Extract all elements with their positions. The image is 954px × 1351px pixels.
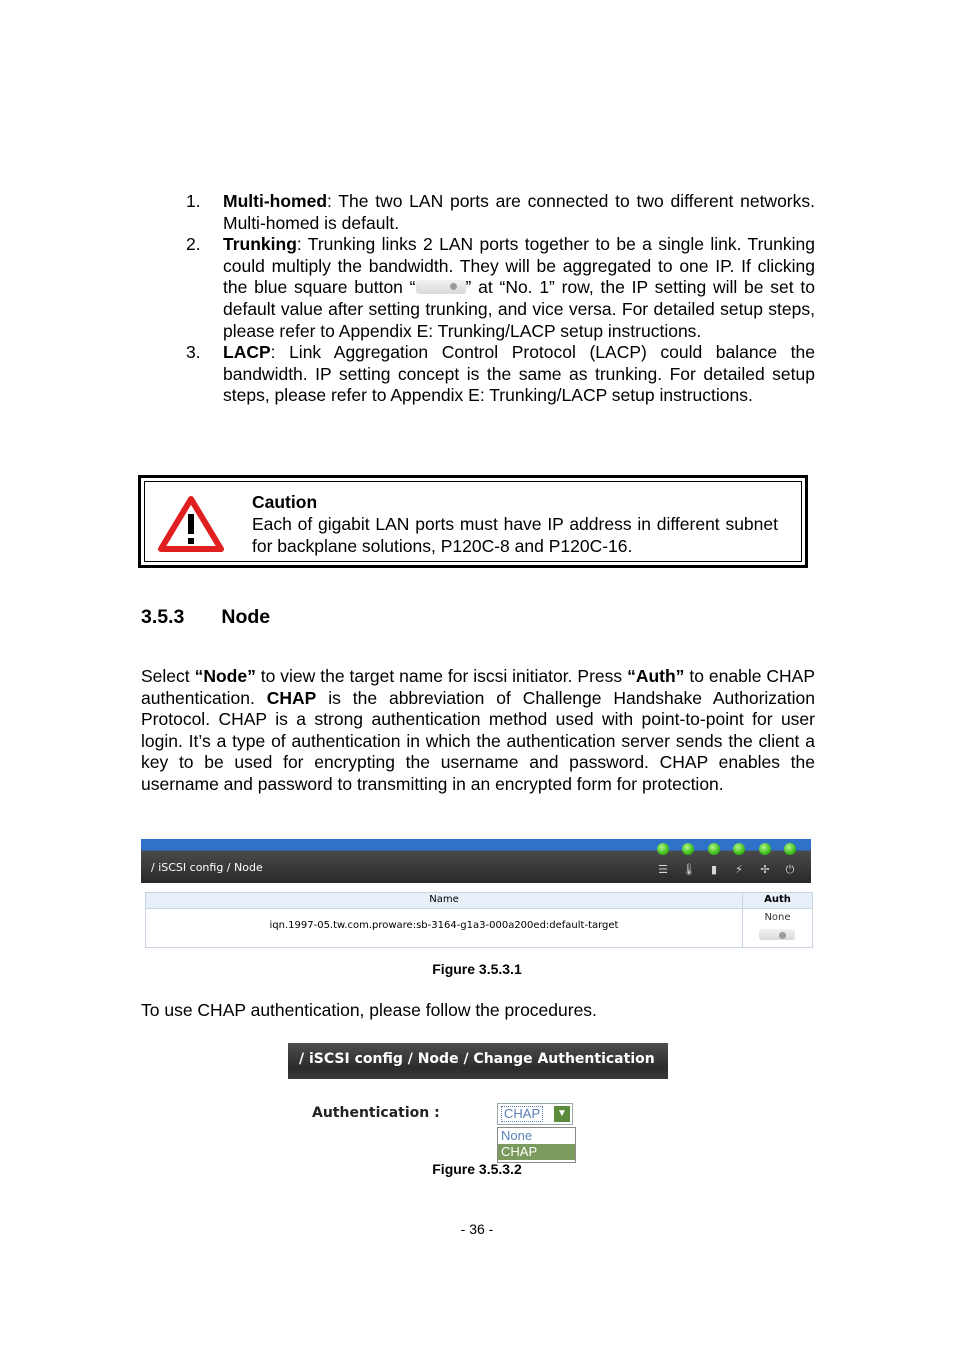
status-led-icon (733, 843, 745, 855)
item-term: Multi-homed (223, 191, 328, 211)
page-number: - 36 - (460, 1221, 494, 1237)
item-number: 3. (186, 342, 201, 363)
battery-icon[interactable]: ▮ (710, 863, 718, 876)
item-term: LACP (223, 342, 271, 363)
db-icon[interactable]: ☰ (658, 863, 668, 876)
figure2-caption: Figure 3.5.3.2 (432, 1161, 522, 1177)
option-chap[interactable]: CHAP (498, 1144, 575, 1160)
mode-list (141, 191, 815, 407)
section-title: Node (221, 606, 271, 628)
table-header (146, 893, 812, 909)
default-ip-button-icon (416, 280, 466, 294)
breadcrumb: / iSCSI config / Node / Change Authentication (299, 1051, 655, 1067)
status-led-icon (784, 843, 796, 855)
status-led-icon (682, 843, 694, 855)
list-item (141, 191, 815, 234)
option-none[interactable]: None (501, 1128, 533, 1143)
section-number: 3.5.3 (141, 606, 185, 628)
item-text: ” at “No. 1” row, the IP setting will be set to default value after setting trunking, and vice versa. For detailed setup steps, please refer to Appendix E: Trunking/LACP setup instructions. (223, 277, 815, 341)
thermometer-icon[interactable]: 🌡 (682, 863, 696, 876)
dropdown-options (497, 1127, 576, 1163)
target-name-cell: iqn.1997-05.tw.com.proware:sb-3164-g1a3-000a200ed:default-target (269, 920, 619, 931)
status-led-icon (759, 843, 771, 855)
caution-title: Caution (252, 492, 318, 512)
item-term: Trunking (223, 234, 297, 255)
chevron-down-icon[interactable]: ▼ (554, 1106, 570, 1122)
authentication-select[interactable] (497, 1103, 573, 1125)
breadcrumb: / iSCSI config / Node (151, 861, 263, 874)
item-number: 2. (186, 234, 201, 255)
figure2-header-bar (288, 1043, 668, 1079)
item-text: : Trunking links 2 LAN ports together to be a single link. Trunking could multiply the bandwidth. They will be aggregated to one IP. If clicking the blue square button “ (223, 234, 815, 298)
warning-triangle-icon (158, 496, 224, 552)
intro-paragraph: Select “Node” to view the target name for iscsi initiator. Press “Auth” to enable CHAP authentication. CHAP is the abbreviation of Challenge Handshake Authorization Protocol. CHAP is a strong authentication method used with point-to-point for user login. It’s a type of authentication in which the authentication server sends the client a key to be used for encrypting the username and password. CHAP enables the username and password to transmitting in an encrypted form for protection. (141, 666, 815, 794)
caution-box (138, 475, 808, 568)
auth-button[interactable] (759, 929, 795, 940)
status-led-icon (708, 843, 720, 855)
item-text: : Link Aggregation Control Protocol (LACP) could balance the bandwidth. IP setting concept is the same as trunking. For detailed setup steps, please refer to Appendix E: Trunking/LACP setup instructions. (223, 342, 815, 406)
list-item (141, 342, 815, 407)
column-name-header: Name (429, 894, 459, 905)
figure1-caption: Figure 3.5.3.1 (432, 961, 522, 977)
column-auth-header[interactable]: Auth (764, 894, 791, 905)
voltage-icon[interactable]: ⚡ (735, 863, 743, 876)
list-item (141, 234, 815, 342)
ups-icon[interactable]: ⏻ (785, 863, 795, 876)
figure1-header-bar (141, 839, 811, 883)
selected-value: CHAP (501, 1106, 543, 1122)
node-table (145, 892, 813, 948)
fan-icon[interactable]: ✢ (760, 863, 770, 876)
item-number: 1. (186, 191, 201, 211)
auth-value: None (764, 912, 791, 923)
procedure-text: To use CHAP authentication, please follow the procedures. (141, 1000, 597, 1020)
section-heading (141, 606, 270, 629)
authentication-label: Authentication : (312, 1105, 440, 1121)
caution-text: Each of gigabit LAN ports must have IP address in different subnet for backplane solutions, P120C-8 and P120C-16. (252, 514, 778, 556)
status-led-icon (657, 843, 669, 855)
item-text: : The two LAN ports are connected to two different networks. Multi-homed is default. (223, 191, 815, 233)
